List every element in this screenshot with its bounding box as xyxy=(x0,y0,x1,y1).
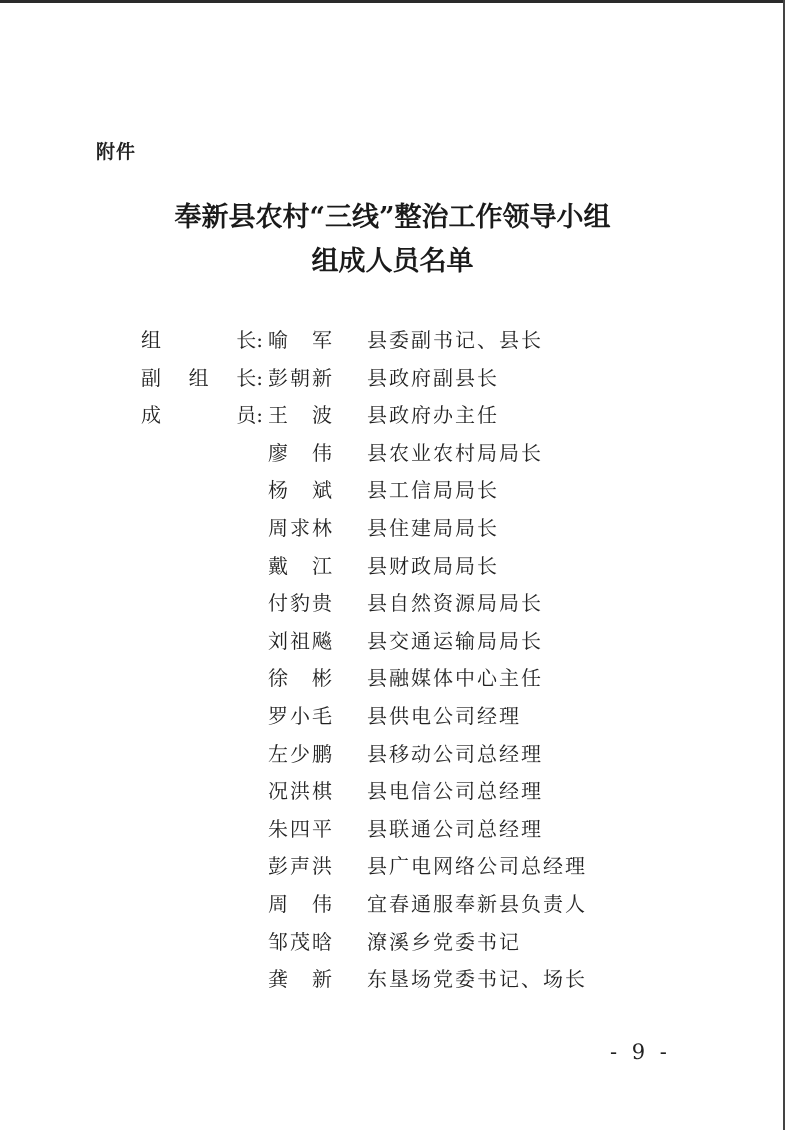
member-duty: 县政府副县长 xyxy=(367,365,499,390)
name-char: 飚 xyxy=(312,628,332,653)
member-duty: 县工信局局长 xyxy=(367,478,499,503)
member-name xyxy=(268,623,332,661)
member-name xyxy=(268,848,332,886)
list-item xyxy=(141,848,701,886)
member-duty: 县交通运输局局长 xyxy=(367,628,543,653)
member-role xyxy=(141,360,263,398)
name-char: 贵 xyxy=(312,591,332,616)
member-duty: 县委副书记、县长 xyxy=(367,328,543,352)
role-char: 长: xyxy=(236,328,263,352)
member-name xyxy=(268,773,332,811)
name-char: 棋 xyxy=(312,779,332,804)
role-char: 组 xyxy=(188,365,209,390)
name-char: 军 xyxy=(312,328,332,352)
name-char: 洪 xyxy=(290,779,310,804)
name-char: 朱 xyxy=(268,816,288,841)
page-number: - 9 - xyxy=(610,1040,671,1064)
name-char: 毛 xyxy=(312,703,332,728)
name-char: 四 xyxy=(290,816,310,841)
name-char: 晗 xyxy=(312,929,332,954)
member-name xyxy=(268,472,332,510)
name-char: 茂 xyxy=(290,929,310,954)
role-char: 成 xyxy=(141,403,161,428)
name-char: 罗 xyxy=(268,703,288,728)
list-item xyxy=(141,773,701,811)
list-item xyxy=(141,472,701,510)
member-name xyxy=(268,961,332,999)
name-char: 付 xyxy=(268,591,288,616)
name-char: 祖 xyxy=(290,628,310,653)
member-duty: 宜春通服奉新县负责人 xyxy=(367,891,587,916)
member-duty: 县联通公司总经理 xyxy=(367,816,543,841)
member-name xyxy=(268,811,332,849)
name-char: 王 xyxy=(268,403,288,428)
name-char: 新 xyxy=(312,365,332,390)
title-line-1: 奉新县农村“三线”整治工作领导小组 xyxy=(174,202,611,233)
list-item xyxy=(141,510,701,548)
member-duty: 潦溪乡党委书记 xyxy=(367,929,521,954)
member-duty: 东垦场党委书记、场长 xyxy=(367,967,587,992)
list-item xyxy=(141,660,701,698)
role-char: 组 xyxy=(141,328,161,352)
member-duty: 县供电公司经理 xyxy=(367,703,521,728)
name-char: 少 xyxy=(290,741,310,766)
name-char: 邹 xyxy=(268,929,288,954)
name-char: 新 xyxy=(312,967,332,992)
member-name xyxy=(268,435,332,473)
member-duty: 县电信公司总经理 xyxy=(367,779,543,804)
name-char: 周 xyxy=(268,515,288,540)
name-char: 周 xyxy=(268,891,288,916)
role-char: 长: xyxy=(236,365,263,390)
role-char: 员: xyxy=(236,403,263,428)
name-char: 刘 xyxy=(268,628,288,653)
name-char: 伟 xyxy=(312,440,332,465)
attachment-label: 附件 xyxy=(96,141,137,163)
page-top-edge xyxy=(0,0,785,3)
list-item xyxy=(141,548,701,586)
member-duty: 县广电网络公司总经理 xyxy=(367,854,587,879)
document-title xyxy=(0,196,785,284)
member-role xyxy=(141,397,263,435)
name-char: 戴 xyxy=(268,553,288,578)
name-char: 龚 xyxy=(268,967,288,992)
name-char: 左 xyxy=(268,741,288,766)
name-char: 江 xyxy=(312,553,332,578)
name-char: 朝 xyxy=(290,365,310,390)
name-char: 林 xyxy=(312,515,332,540)
list-item xyxy=(141,322,701,360)
list-item xyxy=(141,623,701,661)
name-char: 平 xyxy=(312,816,332,841)
name-char: 彭 xyxy=(268,854,288,879)
member-duty: 县财政局局长 xyxy=(367,553,499,578)
member-name xyxy=(268,585,332,623)
name-char: 徐 xyxy=(268,666,288,691)
name-char: 伟 xyxy=(312,891,332,916)
member-duty: 县住建局局长 xyxy=(367,515,499,540)
list-item xyxy=(141,585,701,623)
member-duty: 县融媒体中心主任 xyxy=(367,666,543,691)
name-char: 鹏 xyxy=(312,741,332,766)
name-char: 声 xyxy=(290,854,310,879)
member-role xyxy=(141,322,263,360)
title-line-2: 组成人员名单 xyxy=(311,246,474,277)
member-name xyxy=(268,886,332,924)
member-duty: 县自然资源局局长 xyxy=(367,591,543,616)
member-name xyxy=(268,322,332,360)
member-duty: 县政府办主任 xyxy=(367,403,499,428)
member-duty: 县移动公司总经理 xyxy=(367,741,543,766)
list-item xyxy=(141,961,701,999)
role-char: 副 xyxy=(141,365,161,390)
name-char: 杨 xyxy=(268,478,288,503)
name-char: 况 xyxy=(268,779,288,804)
list-item xyxy=(141,397,701,435)
member-list xyxy=(141,322,701,999)
name-char: 斌 xyxy=(312,478,332,503)
name-char: 求 xyxy=(290,515,310,540)
list-item xyxy=(141,736,701,774)
name-char: 豹 xyxy=(290,591,310,616)
member-name xyxy=(268,397,332,435)
list-item xyxy=(141,435,701,473)
member-name xyxy=(268,510,332,548)
list-item xyxy=(141,886,701,924)
member-name xyxy=(268,548,332,586)
name-char: 小 xyxy=(290,703,310,728)
name-char: 彬 xyxy=(312,666,332,691)
name-char: 波 xyxy=(312,403,332,428)
list-item xyxy=(141,698,701,736)
member-name xyxy=(268,360,332,398)
list-item xyxy=(141,811,701,849)
name-char: 洪 xyxy=(312,854,332,879)
name-char: 喻 xyxy=(268,328,288,352)
member-name xyxy=(268,660,332,698)
member-name xyxy=(268,736,332,774)
name-char: 廖 xyxy=(268,440,288,465)
list-item xyxy=(141,924,701,962)
list-item xyxy=(141,360,701,398)
member-name xyxy=(268,698,332,736)
member-name xyxy=(268,924,332,962)
member-duty: 县农业农村局局长 xyxy=(367,440,543,465)
name-char: 彭 xyxy=(268,365,288,390)
